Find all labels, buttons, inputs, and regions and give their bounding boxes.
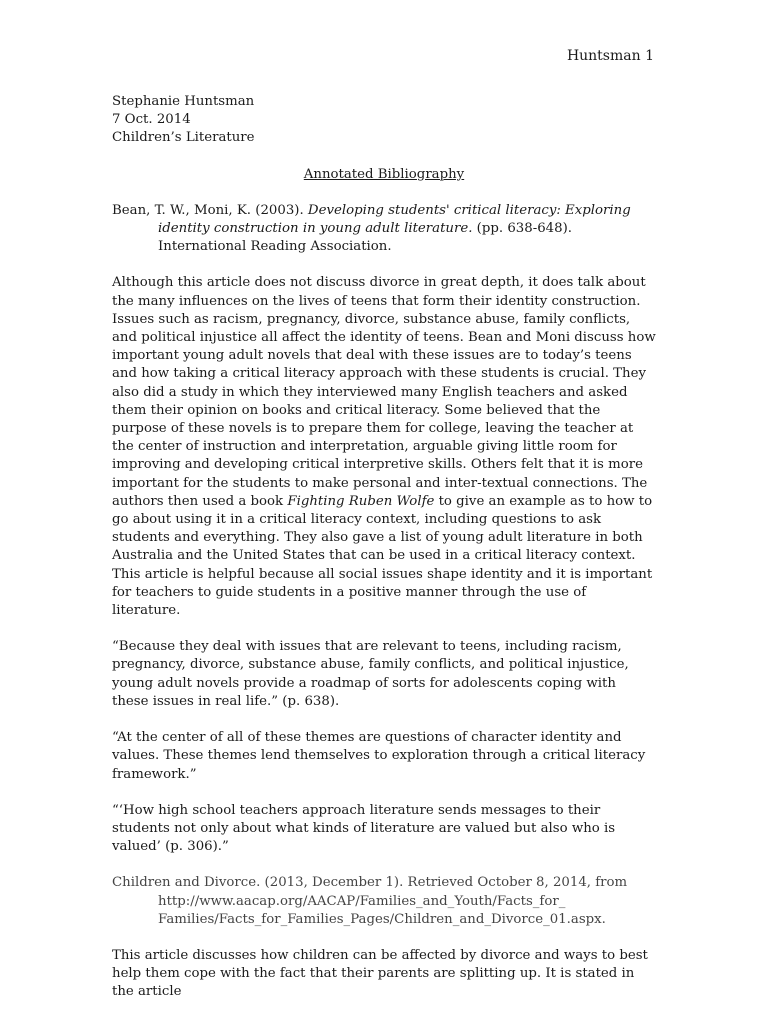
quote-3: “‘How high school teachers approach literature sends messages to their students not only about what kinds of literature are valued but also who is valued’ (p. 306).” (112, 802, 616, 855)
document-body (112, 93, 656, 1020)
citation-entry-2: Children and Divorce. (2013, December 1). Retrieved October 8, 2014, from http://www.aacap.org/AACAP/Families_and_Youth/Facts_for_ Families/Facts_for_Families_Pages/Children_and_Divorce_01.aspx. (112, 875, 628, 927)
document-title: Annotated Bibliography (303, 166, 465, 182)
book-title: Fighting Ruben Wolfe (287, 493, 435, 509)
quote-1: “Because they deal with issues that are relevant to teens, including racism, pregnancy, divorce, substance abuse, family conflicts, and political injustice, young adult novels provide a roadmap of sorts for adolescents coping with these issues in real life.” (p. 638). (112, 639, 629, 709)
running-header: Huntsman 1 (566, 48, 654, 64)
author-name: Stephanie Huntsman (112, 94, 255, 109)
citation-publication: (pp. 638-648). International Reading Association. (158, 221, 572, 255)
annotation-text-before: Although this article does not discuss divorce in great depth, it does talk about the many influences on the lives of teens that form their identity construction. Issues such as racism, pregnancy, divorce, substance abuse, family conflicts, and political injustice all affect the identity of teens. Bean and Moni discuss how important young adult novels that deal with these issues are to today’s teens and how taking a critical literacy approach with these students is crucial. They also did a study in which they interviewed many English teachers and asked them their opinion on books and critical literacy. Some believed that the purpose of these novels is to prepare them for college, leaving the teacher at the center of instruction and interpretation, arguable giving little room for improving and developing critical interpretive skills. Others felt that it is more important for the students to make personal and inter-textual connections. The authors then used a book (112, 275, 656, 509)
citation-authors: Bean, T. W., Moni, K. (2003). (112, 202, 308, 218)
document-date: 7 Oct. 2014 (112, 112, 191, 128)
annotation-paragraph-2: This article discusses how children can be affected by divorce and ways to best help them cope with the fact that their parents are splitting up. It is stated in the article (112, 947, 648, 1000)
quote-2: “At the center of all of these themes are questions of character identity and values. These themes lend themselves to exploration through a critical literacy framework.” (112, 730, 646, 782)
citation-entry-1 (112, 202, 656, 257)
annotation-text-after: to give an example as to how to go about using it in a critical literacy context, including questions to ask students and everything. They also gave a list of young adult literature in both Australia and the United States that can be used in a critical literacy context. This article is helpful because all social issues shape identity and it is important for teachers to guide students in a positive manner through the use of literature. (112, 493, 653, 619)
course-name: Children’s Literature (112, 130, 255, 146)
citation-work-title: Developing students' critical literacy: Exploring identity construction in young adult literature. (158, 202, 631, 237)
annotation-paragraph-1 (112, 274, 656, 620)
